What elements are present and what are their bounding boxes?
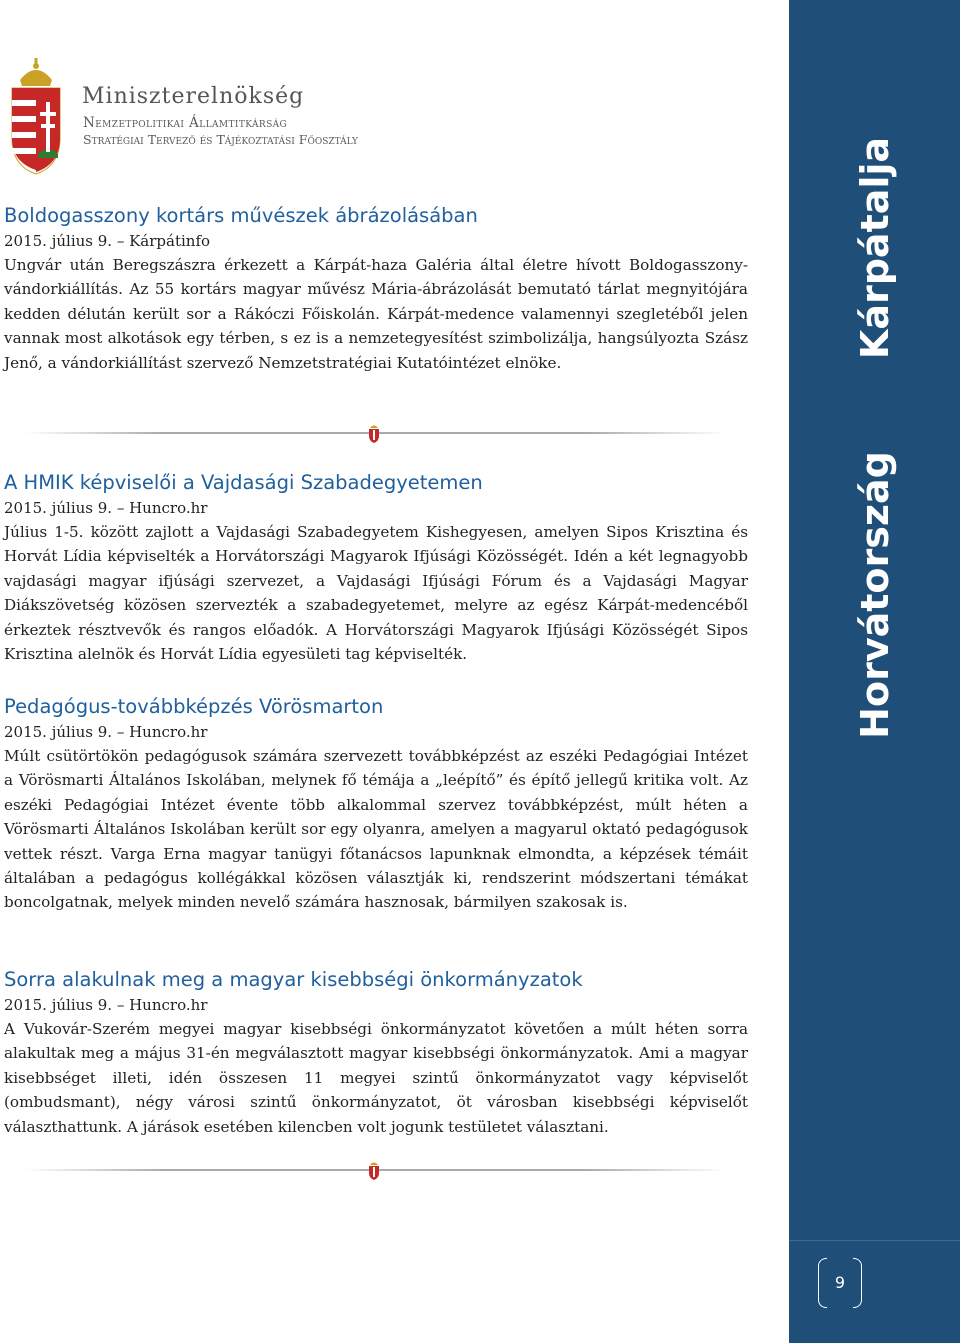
logo-title: Miniszterelnökség [82,84,305,109]
article-body: Július 1-5. között zajlott a Vajdasági Szabadegyetem Kishegyesen, amelyen Sipos Krisztina és Horvát Lídia képviselték a Horvátországi Magyarok Ifjúsági Közösségét. Idén a két legnagyobb vajdasági magyar ifjúsági szervezet, a Vajdasági Ifjúsági Fórum és a Vajdasági Magyar Diákszövetség közösen szervezték a szabadegyetemet, melyre az egész Kárpát-medencéből érkeztek résztvevők és rangos előadók. A Horvátországi Magyarok Ifjúsági Közösségét Sipos Krisztina alelnök és Horvát Lídia egyesületi tag képviselték. [4,523,748,664]
page-footer-band [789,1240,960,1343]
article-title: Boldogasszony kortárs művészek ábrázolásában [4,204,478,227]
crest-ornament-icon [367,423,381,443]
article-3 [4,694,748,915]
section-divider [24,1160,726,1180]
article-2 [4,470,748,666]
article-title: Pedagógus-továbbképzés Vörösmarton [4,695,384,718]
section-divider [24,423,726,443]
article-meta: 2015. július 9. – Huncro.hr [4,499,208,517]
article-title: Sorra alakulnak meg a magyar kisebbségi önkormányzatok [4,968,583,991]
article-meta: 2015. július 9. – Huncro.hr [4,996,208,1014]
logo-department: Stratégiai Tervező és Tájékoztatási Főosztály [83,132,358,147]
page-number: 9 [818,1258,862,1308]
article-4 [4,967,748,1139]
region-label-horvatorszag-text: Horvátország [852,451,897,739]
article-body: A Vukovár-Szerém megyei magyar kisebbségi önkormányzatot követően a múlt héten sorra alakultak meg a május 31-én megválasztott magyar kisebbségi önkormányzatok. Ami a magyar kisebbséget illeti, idén összesen 11 megyei szintű önkormányzatot vagy képviselőt (ombudsmant), négy városi szintű önkormányzatot, öt városban kisebbségi képviselőt választhattunk. A járások esetében kilencben volt jogunk testületet választani. [4,1020,748,1136]
article-meta: 2015. július 9. – Kárpátinfo [4,232,211,250]
article-title: A HMIK képviselői a Vajdasági Szabadegyetemen [4,471,483,494]
article-body: Múlt csütörtökön pedagógusok számára szervezett továbbképzést az eszéki Pedagógiai Intézet a Vörösmarti Általános Iskolában, melynek fő témája a „leépítő” és építő jellegű kritika volt. Az eszéki Pedagógiai Intézet évente több alkalommal szervez továbbképzést, múlt héten a Vörösmarti Általános Iskolában került sor egy olyanra, amelyen a magyarul oktató pedagógusok vettek részt. Varga Erna magyar tanügyi főtanácsos lapunknak elmondta, a képzések témáit általában a pedagógus kollégákkal közösen választják ki, rendszerint módszertani témákat boncolgatnak, melyek minden nevelő számára hasznosak, bármilyen szakosak is. [4,747,748,912]
coat-of-arms-icon [6,58,66,176]
region-label-karpatalja-text: Kárpátalja [852,136,897,360]
ministry-logo [6,58,386,178]
article-body: Ungvár után Beregszászra érkezett a Kárpát-haza Galéria által életre hívott Boldogasszony-vándorkiállítás. Az 55 kortárs magyar művész Mária-ábrázolását bemutató tárlat megnyitójára kedden délután került sor a Rákóczi Főiskolán. Kárpát-medence valamennyi szegletéből jelen vannak most alkotások egy térben, s ez is a nemzetegyesítést szimbolizálja, hangsúlyozta Szász Jenő, a vándorkiállítást szervező Nemzetstratégiai Kutatóintézet elnöke. [4,256,748,372]
crest-ornament-icon [367,1160,381,1180]
logo-subtitle: Nemzetpolitikai Államtitkárság [83,115,288,131]
article-meta: 2015. július 9. – Huncro.hr [4,723,208,741]
article-1 [4,203,748,375]
